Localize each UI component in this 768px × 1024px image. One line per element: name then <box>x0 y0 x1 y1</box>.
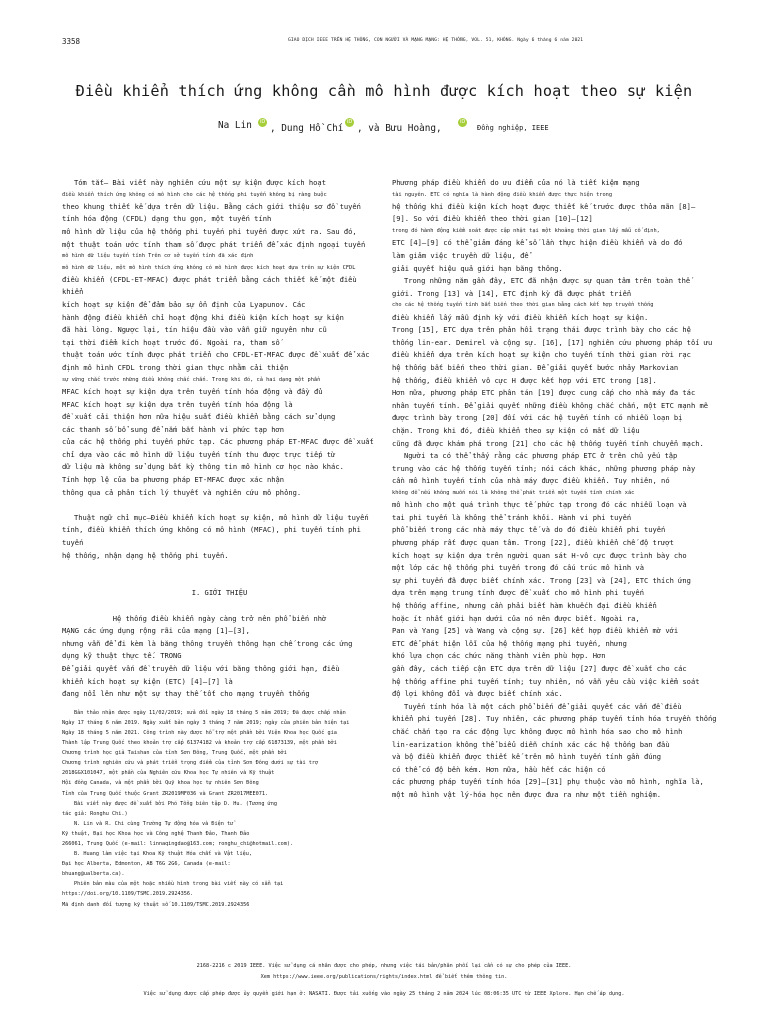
copyright-notice <box>0 961 768 983</box>
footnote-line: Mã định danh đối tượng kỹ thuật số 10.1109/TSMC.2019.2924356 <box>62 901 250 908</box>
body-text-line: Trong những năm gần đây, ETC đã nhận được sự quan tâm trên toàn thế <box>404 276 691 286</box>
body-text-line <box>62 562 377 575</box>
body-text-line: sự phi tuyến đã được biết chính xác. Trong [23] và [24], ETC thích ứng <box>392 575 691 585</box>
body-text-line: dụng kỹ thuật thực tế. TRONG <box>62 651 182 661</box>
body-text-line: điều khiển lấy mẫu định kỳ với điều khiển kích hoạt sự kiện. <box>392 312 649 322</box>
orcid-label: iD <box>347 119 353 125</box>
body-text-line: Tính hợp lệ của ba phương pháp ET-MFAC được xác nhận <box>62 475 285 485</box>
footnote-line: Ngày 17 tháng 6 năm 2019. Ngày xuất bản ngày 3 tháng 7 năm 2019; ngày của phiên bản hiện tại <box>62 719 350 726</box>
body-text-line: cũng đã được khám phá trong [21] cho các hệ thống tuyến tính chuyển mạch. <box>392 438 704 448</box>
footnote-line: B. Huang làm việc tại Khoa Kỹ thuật Hóa chất và Vật liệu, <box>74 851 253 858</box>
footnote-line: Bản thảo nhận được ngày 11/02/2019; sửa đổi ngày 18 tháng 5 năm 2019; Đã được chấp nhận <box>74 709 346 716</box>
body-text-line: mô hình dữ liệu, một mô hình thích ứng không có mô hình được kích hoạt dựa trên sự kiện CFDL <box>62 264 356 271</box>
left-text-block <box>62 177 377 701</box>
body-text-line: Tuyến tính hóa là một cách phổ biến để giải quyết các vấn đề điều <box>404 701 682 711</box>
body-text-line: phương pháp rất được quan tâm. Trong [22], điều khiển chế độ trượt <box>392 538 674 548</box>
body-text-line: gần đây, cách tiếp cận ETC dựa trên dữ liệu [27] được đề xuất cho các <box>392 663 687 673</box>
footnote-line: Ngày 18 tháng 5 năm 2021. Công trình này được hỗ trợ một phần bởi Viện Khoa học Quốc gia <box>62 729 337 736</box>
author-line <box>0 118 768 138</box>
body-text-line: một lớp các hệ thống phi tuyến trong đó cấu trúc mô hình và <box>392 563 644 573</box>
body-text-line: cho các hệ thống tuyến tính bất biến theo thời gian bằng cách kết hợp truyền thống <box>392 302 654 309</box>
body-text-line: ETC để phát hiện lỗi của hệ thống mạng phi tuyến, nhưng <box>392 638 627 648</box>
body-text-line <box>62 600 377 613</box>
body-text-line: kích hoạt sự kiện dựa trên người quan sát H-vô cực được trình bày cho <box>392 550 687 560</box>
body-text-line: dữ liệu mà không sử dụng bất kỳ thông tin mô hình cơ học nào khác. <box>62 462 344 472</box>
body-text-line: chắc chắn tạo ra các động lực không được mô hình hóa sao cho mô hình <box>392 726 683 736</box>
body-text-line: hoặc ít nhất giới hạn dưới của nó nên được biết. Ngoài ra, <box>392 613 640 623</box>
body-text-line: định mô hình CFDL trong thời gian thực nhằm cải thiện <box>62 363 289 373</box>
body-text-line: Trong [15], ETC dựa trên phản hồi trạng thái được trình bày cho các hệ <box>392 325 691 335</box>
body-text-line: có thể có độ bền kém. Hơn nữa, hầu hết các hiện có <box>392 764 606 774</box>
body-text-line: điều khiển (CFDL-ET-MFAC) được phát triển bằng cách thiết kế một điều khiển <box>62 274 357 297</box>
footnote-line: Kỹ thuật, Đại học Khoa học và Công nghệ Thanh Đảo, Thanh Đảo <box>62 830 250 837</box>
body-text-line: Pan và Yang [25] và Wang và cộng sự. [26] kết hợp điều khiển mờ với <box>392 626 679 636</box>
body-text-line: phổ biến trong các nhà máy thực tế và do đó điều khiển phi tuyến <box>392 525 666 535</box>
body-text-line: hệ thống affine, nhưng cần phải biết hàm khuếch đại điều khiển <box>392 601 657 610</box>
body-text-line: Hơn nữa, phương pháp ETC phân tán [19] được cung cấp cho nhà máy đa tác <box>392 388 696 398</box>
body-text-line: Để giải quyết vấn đề truyền dữ liệu với băng thông giới hạn, điều <box>62 663 340 673</box>
body-text-line: mô hình cho một quá trình thực tế phức tạp trong đó các nhiễu loạn và <box>392 500 687 510</box>
body-text-line: trung vào các hệ thống tuyến tính; nói cách khác, những phương pháp này <box>392 463 696 473</box>
running-head: GIAO DỊCH IEEE TRÊN HỆ THỐNG, CON NGƯỜI VÀ MẠNG MẠNG: HỆ THỐNG, VOL. 51, KHÔNG. Ngày 6 tháng 6 năm 2021 <box>288 38 584 43</box>
body-text-line: chặn. Trong khi đó, điều khiển theo sự kiện có mất dữ liệu <box>392 425 640 435</box>
body-text-line: hệ thống affine phi tuyến tính; tuy nhiên, nó vẫn yêu cầu việc kiểm soát <box>392 676 700 686</box>
download-notice: Việc sử dụng được cấp phép được ủy quyền giới hạn ở: NASATI. Được tải xuống vào ngày 25 tháng 2 năm 2024 lúc 08:06:35 UTC từ IEEE Xplore. Hạn chế áp dụng. <box>143 991 625 997</box>
footnote-line: bhuang@ualberta.ca). <box>62 871 125 878</box>
body-text-line: Tóm tắt— Bài viết này nghiên cứu một sự kiện được kích hoạt <box>74 178 326 187</box>
author-buu-hoang: , và Bưu Hoàng, <box>357 123 442 134</box>
body-text-line: khó lựa chọn các chức năng thành viên phù hợp. Hơn <box>392 651 606 661</box>
body-text-line: nhân tuyến tính. Để giải quyết những điều không chắc chắn, một ETC mạnh mẽ <box>392 400 709 410</box>
body-text-line: Hệ thống điều khiển ngày càng trở nên phổ biến nhờ <box>112 613 327 623</box>
body-text-line: cần mô hình tuyến tính của nhà máy được điều khiển. Tuy nhiên, nó <box>392 476 670 486</box>
body-text-line: điều khiển thích ứng không có mô hình cho các hệ thống phi tuyến không bị ràng buộc <box>62 191 327 198</box>
body-text-line: trong đó hành động kiểm soát được cập nhật tại một khoảng thời gian lấy mẫu cố định, <box>392 228 660 235</box>
body-text-line <box>62 575 377 588</box>
copyright-link-line[interactable]: Xem https://www.ieee.org/publications/rights/index.html để biết thêm thông tin. <box>260 974 508 980</box>
footnote-line: tác giả: Ronghu Chi.) <box>62 810 128 817</box>
body-text-line: thông qua cả phân tích lý thuyết và nghiên cứu mô phỏng. <box>62 487 302 497</box>
body-text-line: mô hình dữ liệu của hệ thống phi tuyến phi tuyến được xứt ra. Sau đó, <box>62 227 357 237</box>
body-text-line: dựa trên mạng trung tính được đề xuất cho mô hình phi tuyến <box>392 588 644 598</box>
body-text-line: làm giảm việc truyền dữ liệu, để <box>392 250 529 260</box>
footnote-line: Tỉnh của Trung Quốc thuộc Grant ZR2019MF036 và Grant ZR2017MEE071. <box>62 790 269 797</box>
body-text-line: theo khung thiết kế dựa trên dữ liệu. Bằng cách giới thiệu sơ đồ tuyến <box>62 201 361 211</box>
body-text-line: ETC [4]–[9] có thể giảm đáng kể số lần thực hiện điều khiển và do đó <box>392 238 683 248</box>
body-text-line: hệ thống khi điều kiện kích hoạt được thiết kế trước được thỏa mãn [8]– <box>392 201 696 211</box>
body-text-line: được trình bày trong [20] đối với các hệ tuyến tính có nhiễu loạn bị <box>392 413 683 423</box>
body-text-line: khiển phi tuyến [28]. Tuy nhiên, các phương pháp tuyến tính hóa truyền thống <box>392 714 717 724</box>
body-text-line: tai phi tuyến là không thể tránh khỏi. Hành vi phi tuyến <box>392 512 632 522</box>
page-number: 3358 <box>62 37 81 46</box>
body-text-line: Thuật ngữ chỉ mục—Điều khiển kích hoạt sự kiện, mô hình dữ liệu tuyến <box>74 512 369 522</box>
body-text-line: lin-earization không thể biểu diễn chính xác các hệ thống ban đầu <box>392 739 670 749</box>
body-text-line: tính hóa động (CFDL) dạng thu gọn, một tuyến tính <box>62 214 272 224</box>
footnote-line: Thành lập Trung Quốc theo khoản trợ cấp 61374182 và khoản trợ cấp 61873139, một phần bởi <box>62 740 337 747</box>
body-text-line: I. GIỚI THIỆU <box>191 588 248 598</box>
body-text-line: hệ thống, điều khiển vô cực H được kết hợp với ETC trong [18]. <box>392 375 657 385</box>
copyright-line: 2168-2216 c 2019 IEEE. Việc sử dụng cá nhân được cho phép, nhưng việc tái bản/phân phối lại cần có sự cho phép của IEEE. <box>196 963 572 969</box>
footnote-line: 2018GGX101047, một phần của Nghiên cứu Khoa học Tự nhiên và Kỹ thuật <box>62 770 275 777</box>
body-text-line: tại thời điểm kích hoạt trước đó. Ngoài ra, tham số <box>62 337 280 347</box>
body-text-line: của các hệ thống phi tuyến phức tạp. Các phương pháp ET-MFAC được đề xuất <box>62 437 374 447</box>
body-text-line: MẠNG các ứng dụng rộng rãi của mạng [1]–[3], <box>62 626 250 636</box>
body-text-line: tính, điều khiển thích ứng không có mô hình (MFAC), phi tuyến tính phi tuyến <box>62 525 361 548</box>
body-text-line: chỉ dựa vào các mô hình dữ liệu tuyến tính thu được trực tiếp từ <box>62 449 336 459</box>
body-text-line: giải quyết hiệu quả giới hạn băng thông. <box>392 263 563 273</box>
orcid-icon[interactable] <box>458 118 467 127</box>
footnote-line: Phiên bản màu của một hoặc nhiều hình trong bài viết này có sẵn tại <box>74 881 284 888</box>
body-text-line <box>62 499 377 512</box>
body-text-line: Phương pháp điều khiển do ưu điểm của nó là tiết kiệm mạng <box>392 178 640 187</box>
right-text-block <box>392 177 722 802</box>
body-text-line: MFAC kích hoạt sự kiện dựa trên tuyến tính hóa động là <box>62 399 293 409</box>
footnote-line: N. Lin và R. Chi cùng Trường Tự động hóa và Điện tử <box>74 820 234 827</box>
footnotes <box>62 708 377 910</box>
body-text-line: sự vững chắc trước những điều không chắc chắn. Trong khi đó, cả hai dạng một phần <box>62 376 321 383</box>
footnote-line[interactable]: https://doi.org/10.1109/TSMC.2019.2924356. <box>62 891 194 898</box>
body-text-line: đang nổi lên như một sự thay thế tốt cho mạng truyền thống <box>62 689 310 699</box>
footnote-line: Chương trình học giả Taishan của tỉnh Sơn Đông, Trung Quốc, một phần bởi <box>62 750 287 757</box>
body-text-line: Người ta có thể thấy rằng các phương pháp ETC ở trên chủ yếu tập <box>404 451 678 461</box>
author-na-lin: Na Lin <box>218 120 252 131</box>
body-text-line: tài nguyên. ETC có nghĩa là hành động điều khiển được thực hiện trong <box>392 191 613 198</box>
body-text-line: hệ thống, nhận dạng hệ thống phi tuyến. <box>62 550 229 560</box>
body-text-line: thuật toán ước tính được phát triển cho CFDL-ET-MFAC được đề xuất để xác <box>62 350 370 360</box>
body-text-line: một thuật toán ước tính tham số được phát triển để xác định ngoại tuyến <box>62 239 366 249</box>
author-fellow-role: Đồng nghiệp, IEEE <box>477 124 549 132</box>
body-text-line: thống lin-ear. Demirel và cộng sự. [16], [17] nghiên cứu phương pháp tối ưu <box>392 337 713 347</box>
footnote-line: Chương trình nghiên cứu và phát triển trọng điểm của tỉnh Sơn Đông dưới sự tài trợ <box>62 760 319 767</box>
body-text-line: một mô hình vật lý-hóa học nên được đưa ra như một tiền nghiệm. <box>392 789 662 799</box>
body-text-line: điều khiển dựa trên kích hoạt sự kiện cho tuyến tính thời gian rời rạc <box>392 350 691 360</box>
orcid-icon[interactable] <box>345 118 354 127</box>
body-text-line: [9]. So với điều khiển theo thời gian [10]–[12] <box>392 214 593 224</box>
body-text-line: các thanh số bổ sung để nắm bắt hành vi phức tạp hơn <box>62 424 285 434</box>
footnote-line: Đại học Alberta, Edmonton, AB T6G 2G6, Canada (e-mail: <box>62 861 231 868</box>
author-dung-ho-chi: , Dung Hồ Chí <box>270 123 344 134</box>
body-text-line: mô hình dữ liệu tuyến tính Trên cơ sở tuyến tính đã xác định <box>62 253 254 260</box>
body-text-line: hành động điều khiển chỉ hoạt động khi điều kiện kích hoạt sự kiện <box>62 312 344 322</box>
body-text-line: độ lợi không đổi và được biết chính xác. <box>392 689 563 699</box>
body-text-line: đã hài lòng. Ngược lại, tín hiệu đầu vào vẫn giữ nguyên như cũ <box>62 325 327 335</box>
body-text-line: giới. Trong [13] và [14], ETC định kỳ đã được phát triển <box>392 288 632 298</box>
body-text-line: kích hoạt sự kiện để đảm bảo sự ổn định của Lyapunov. Các <box>62 300 306 310</box>
orcid-label: iD <box>460 119 466 125</box>
body-text-line: đề xuất cải thiện hơn nữa hiệu suất điều khiển bằng cách sử dụng <box>62 412 336 422</box>
orcid-icon[interactable] <box>258 118 267 127</box>
paper-title: Điều khiển thích ứng không cần mô hình được kích hoạt theo sự kiện <box>75 82 693 100</box>
body-text-line: hệ thống bất biến theo thời gian. Để giải quyết bước nhảy Markovian <box>392 363 679 373</box>
body-text-line: các phương pháp tuyến tính hóa [29]–[31] phụ thuộc vào mô hình, nghĩa là, <box>392 777 704 787</box>
orcid-label: iD <box>260 119 266 125</box>
body-text-line: và bộ điều khiển được thiết kế trên mô hình tuyến tính gần đúng <box>392 752 662 762</box>
footnote-line: 266061, Trung Quốc (e-mail: linnaqingdao@163.com; ronghu_chi@hotmail.com). <box>62 840 294 847</box>
left-column <box>62 177 377 910</box>
body-text-line: MFAC kích hoạt sự kiện dựa trên tuyến tính hóa động và đầy đủ <box>62 386 323 396</box>
body-text-line: nhưng vẫn để đi kèm là băng thông truyền thông hạn chế trong các ứng <box>62 638 353 648</box>
footnote-line: Bài viết này được đề xuất bởi Phó Tổng biên tập D. Hu. (Tương ứng <box>74 800 278 807</box>
right-column <box>392 177 722 802</box>
footnote-line: Hội đồng Canada, và một phần bởi Quỹ khoa học tự nhiên Sơn Đông <box>62 780 259 787</box>
body-text-line: khiển kích hoạt sự kiện (ETC) [4]–[7] là <box>62 676 233 686</box>
body-text-line: không dễ nếu không muốn nói là không thể phát triển một tuyến tính chính xác <box>392 489 635 496</box>
